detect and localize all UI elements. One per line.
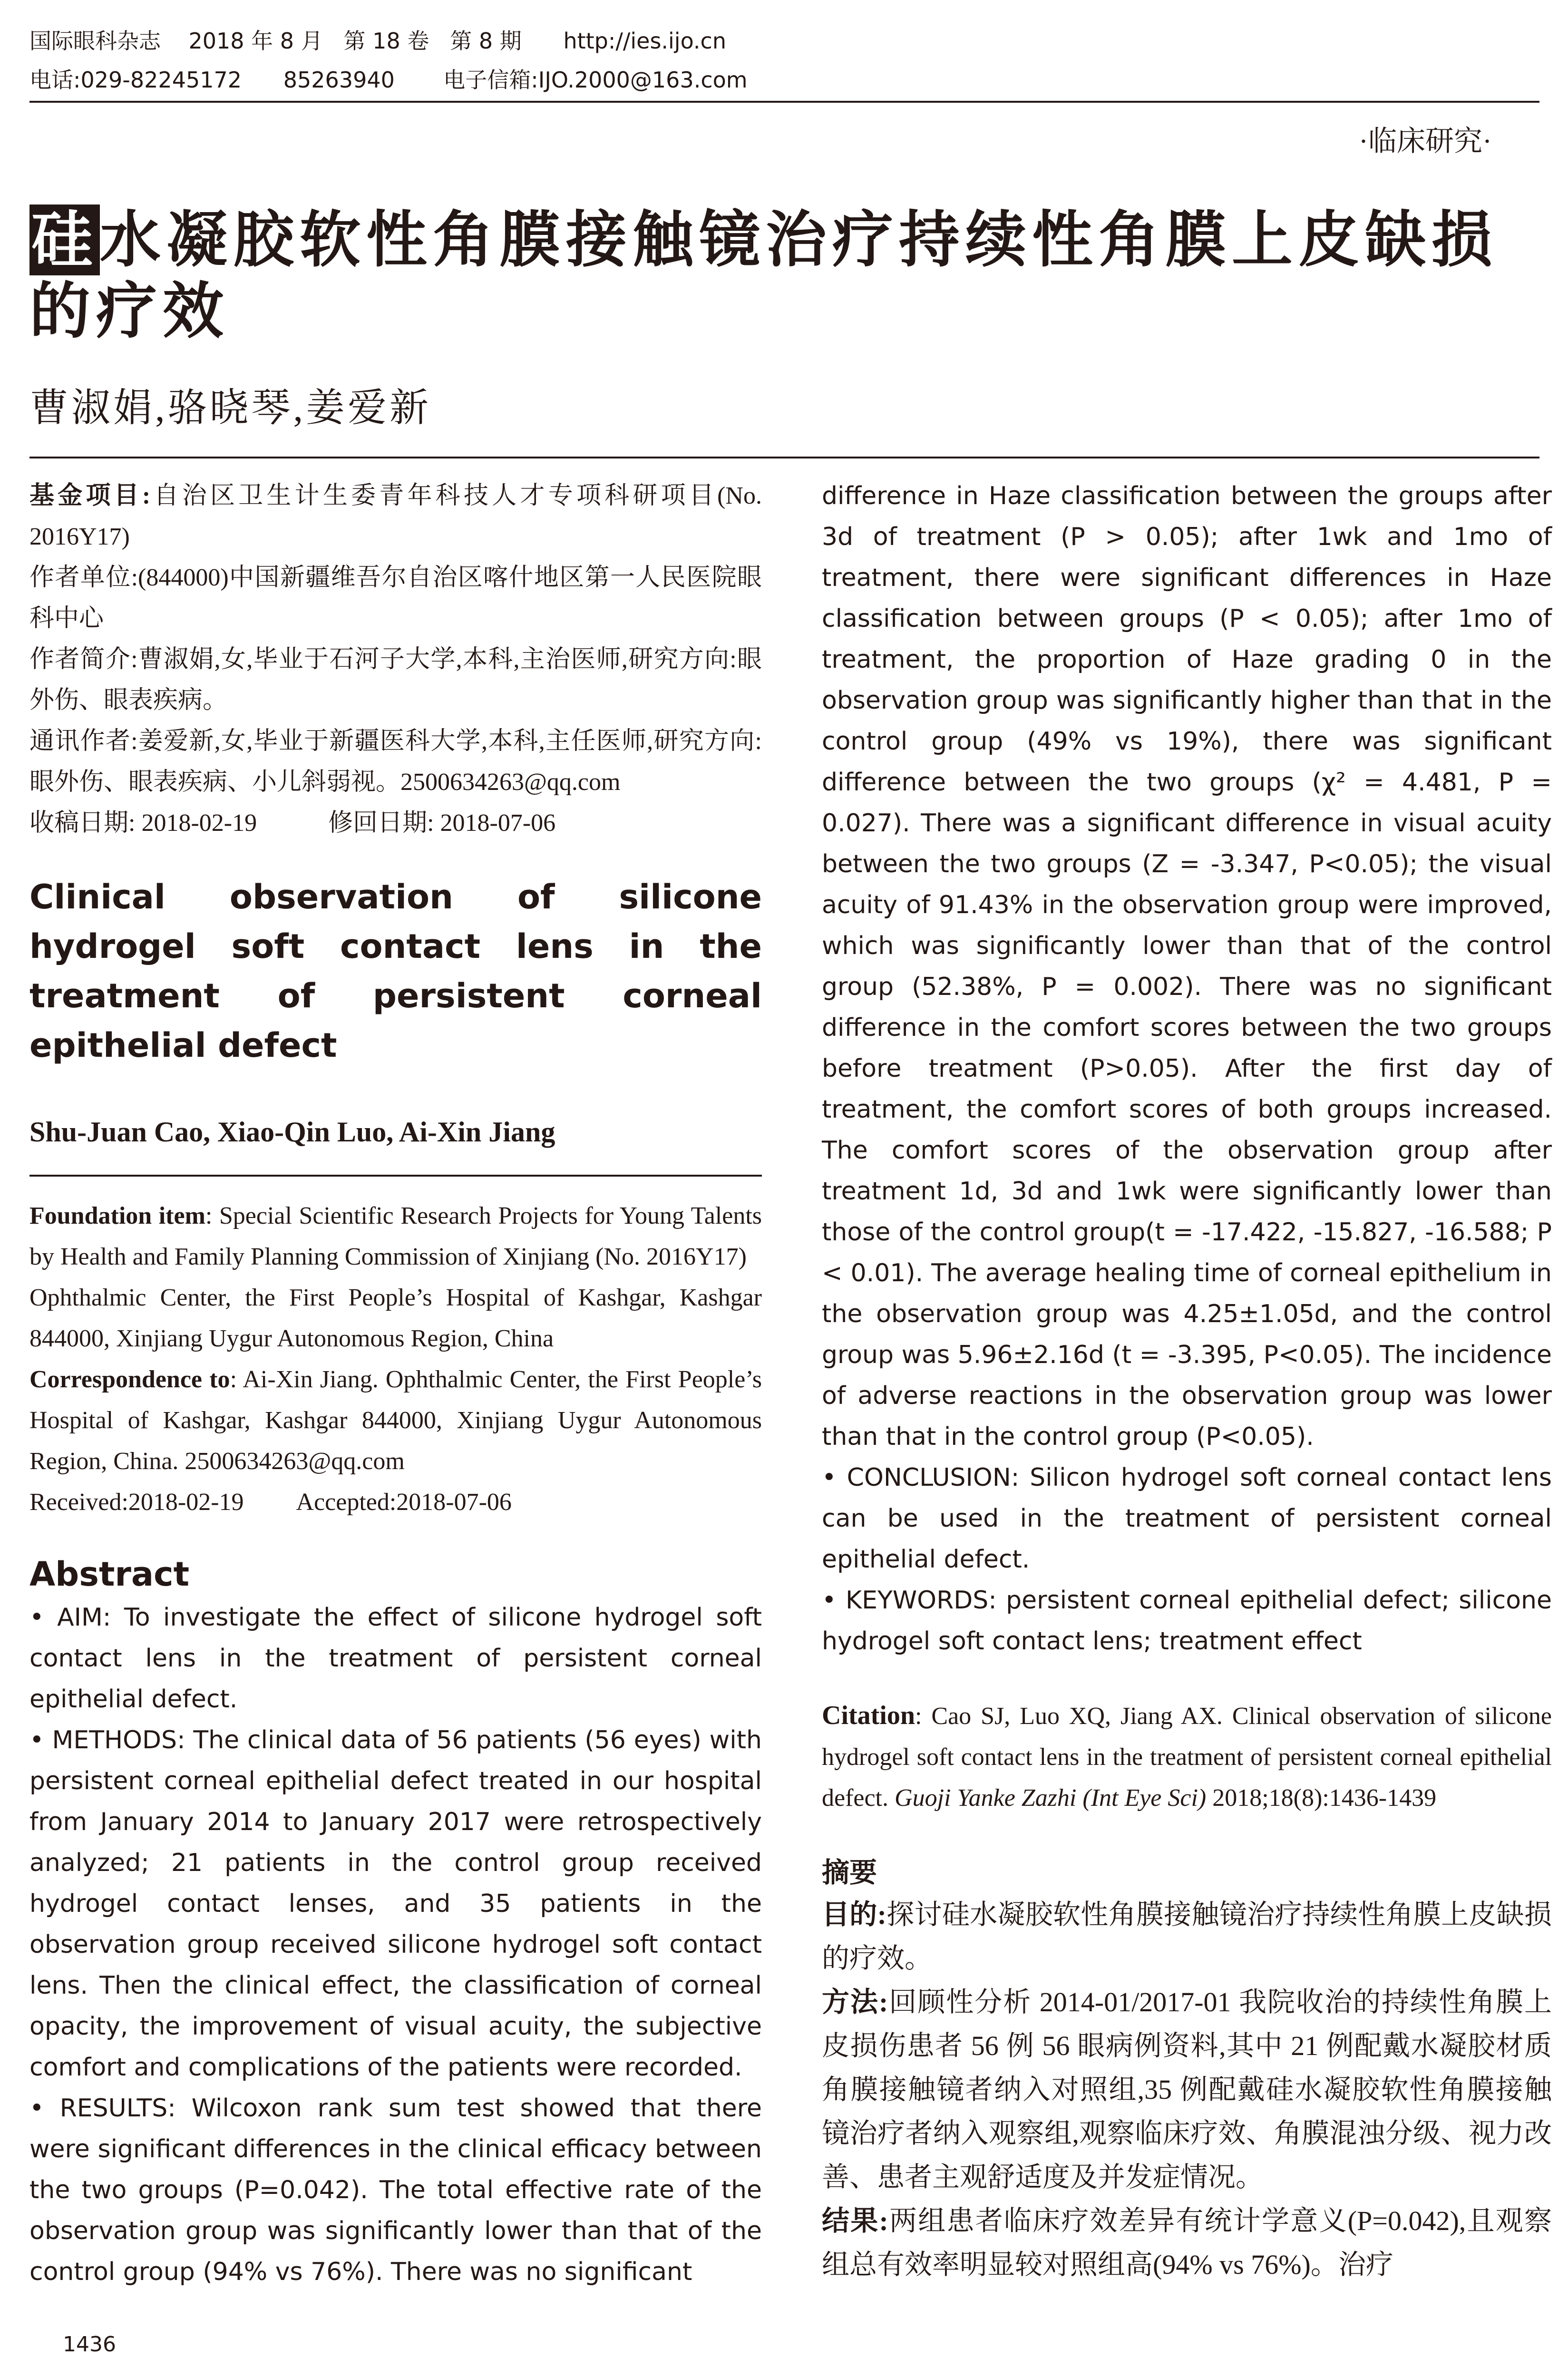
- abstract-cn-heading: 摘要: [822, 1856, 877, 1889]
- abstract-results-start: • RESULTS: Wilcoxon rank sum test showed that there were significant differences in the clinical efficacy between the two groups (P=0.042). The total effective rate of the observation group was significantly lower than that of the control group (94% vs 76%). There was no significant: [29, 2094, 762, 2286]
- fund-cn: 基金项目:自治区卫生计生委青年科技人才专项科研项目(No. 2016Y17): [29, 482, 762, 550]
- article-info-cn: [29, 476, 762, 844]
- header-rule: [29, 101, 1539, 103]
- abstract-body-right: [822, 476, 1552, 1662]
- running-header-journal-info: 国际眼科杂志 2018 年 8 月 第 18 卷 第 8 期 http://ies.ijo.cn: [29, 28, 726, 54]
- abstract-heading: Abstract: [29, 1555, 190, 1594]
- authors-en: Shu-Juan Cao, Xiao-Qin Luo, Ai-Xin Jiang: [29, 1116, 555, 1148]
- title-first-char: 硅: [29, 205, 100, 275]
- abstract-methods: • METHODS: The clinical data of 56 patients (56 eyes) with persistent corneal epithelial defect treated in our hospital from January 2014 to January 2017 were retrospectively analyzed; 21 patients in the control group received hydrogel contact lenses, and 35 patients in the observation group received silicone hydrogel soft contact lens. Then the clinical effect, the classification of corneal opacity, the improvement of visual acuity, the subjective comfort and complications of the patients were recorded.: [29, 1726, 762, 2082]
- title-rule: [29, 457, 1539, 458]
- dates-cn: 收稿日期: 2018-02-19 修回日期: 2018-07-06: [29, 809, 556, 837]
- section-tag: ·临床研究·: [1359, 126, 1492, 157]
- abstract-results-cont: difference in Haze classification between the groups after 3d of treatment (P > 0.05); after 1wk and 1mo of treatment, there were significant differences in Haze classification between groups (P < 0.05); after 1mo of treatment, the proportion of Haze grading 0 in the observation group was significantly higher than that in the control group (49% vs 19%), there was significant difference between the two groups (χ² = 4.481, P = 0.027). There was a significant difference in visual acuity between the two groups (Z = -3.347, P<0.05); the visual acuity of 91.43% in the observation group were improved, which was significantly lower than that of the control group (52.38%, P = 0.002). There was no significant difference in the comfort scores between the two groups before treatment (P>0.05). After the first day of treatment, the comfort scores of both groups increased. The comfort scores of the observation group after treatment 1d, 3d and 1wk were significantly lower than those of the control group(t = -17.422, -15.827, -16.588; P < 0.01). The average healing time of corneal epithelium in the observation group was 4.25±1.05d, and the control group was 5.96±2.16d (t = -3.395, P<0.05). The incidence of adverse reactions in the observation group was lower than that in the control group (P<0.05).: [822, 482, 1552, 1451]
- citation: Citation: Cao SJ, Luo XQ, Jiang AX. Clinical observation of silicone hydrogel soft contact lens in the treatment of persistent corneal epithelial defect. Guoji Yanke Zazhi (Int Eye Sci) 2018;18(8):1436-1439: [822, 1701, 1552, 1812]
- left-column: [29, 476, 762, 2292]
- article-title-cn: [29, 205, 1542, 347]
- abstract-cn-methods: 方法:回顾性分析 2014-01/2017-01 我院收治的持续性角膜上皮损伤患者 56 例 56 眼病例资料,其中 21 例配戴水凝胶材质角膜接触镜者纳入对照组,35 例配戴硅水凝胶软性角膜接触镜治疗者纳入观察组,观察临床疗效、角膜混浊分级、视力改善、患者主观舒适度及并发症情况。: [822, 1987, 1552, 2192]
- corr-cn: 通讯作者:姜爱新,女,毕业于新疆医科大学,本科,主任医师,研究方向:眼外伤、眼表疾病、小儿斜弱视。2500634263@qq.com: [29, 728, 762, 796]
- dates-en: Received:2018-02-19 Accepted:2018-07-06: [29, 1489, 512, 1516]
- affiliation-en: Ophthalmic Center, the First People’s Hospital of Kashgar, Kashgar 844000, Xinjiang Uygur Autonomous Region, China: [29, 1284, 762, 1352]
- bio-cn: 作者简介:曹淑娟,女,毕业于石河子大学,本科,主治医师,研究方向:眼外伤、眼表疾病。: [29, 646, 762, 714]
- running-header-contact: 电话:029-82245172 85263940 电子信箱:IJO.2000@163.com: [29, 67, 748, 93]
- page-number: 1436: [63, 2332, 116, 2357]
- unit-cn: 作者单位:(844000)中国新疆维吾尔自治区喀什地区第一人民医院眼科中心: [29, 564, 762, 632]
- abstract-cn-results: 结果:两组患者临床疗效差异有统计学意义(P=0.042),且观察组总有效率明显较对照组高(94% vs 76%)。治疗: [822, 2205, 1552, 2280]
- fund-en: Foundation item: Special Scientific Research Projects for Young Talents by Health and Family Planning Commission of Xinjiang (No. 2016Y17): [29, 1202, 762, 1270]
- title-rest: 水凝胶软性角膜接触镜治疗持续性角膜上皮缺损的疗效: [29, 205, 1499, 347]
- abstract-conclusion: • CONCLUSION: Silicon hydrogel soft corneal contact lens can be used in the treatment of persistent corneal epithelial defect.: [822, 1463, 1552, 1574]
- abstract-aim: • AIM: To investigate the effect of silicone hydrogel soft contact lens in the treatment of persistent corneal epithelial defect.: [29, 1603, 762, 1714]
- authors-cn: 曹淑娟,骆晓琴,姜爱新: [29, 386, 432, 429]
- abstract-cn-body: [822, 1893, 1552, 2287]
- corr-en: Correspondence to: Ai-Xin Jiang. Ophthalmic Center, the First People’s Hospital of Kashgar, Kashgar 844000, Xinjiang Uygur Autonomous Region, China. 2500634263@qq.com: [29, 1366, 762, 1475]
- abstract-body-left: [29, 1597, 762, 2292]
- abstract-cn-aim: 目的:探讨硅水凝胶软性角膜接触镜治疗持续性角膜上皮缺损的疗效。: [822, 1899, 1552, 1974]
- right-column: [822, 476, 1552, 2287]
- article-info-en: [29, 1196, 762, 1523]
- abstract-keywords: • KEYWORDS: persistent corneal epithelial defect; silicone hydrogel soft contact lens; treatment effect: [822, 1586, 1552, 1656]
- authors-rule: [29, 1175, 762, 1177]
- article-title-en: Clinical observation of silicone hydrogel soft contact lens in the treatment of persistent corneal epithelial defect: [29, 877, 762, 1065]
